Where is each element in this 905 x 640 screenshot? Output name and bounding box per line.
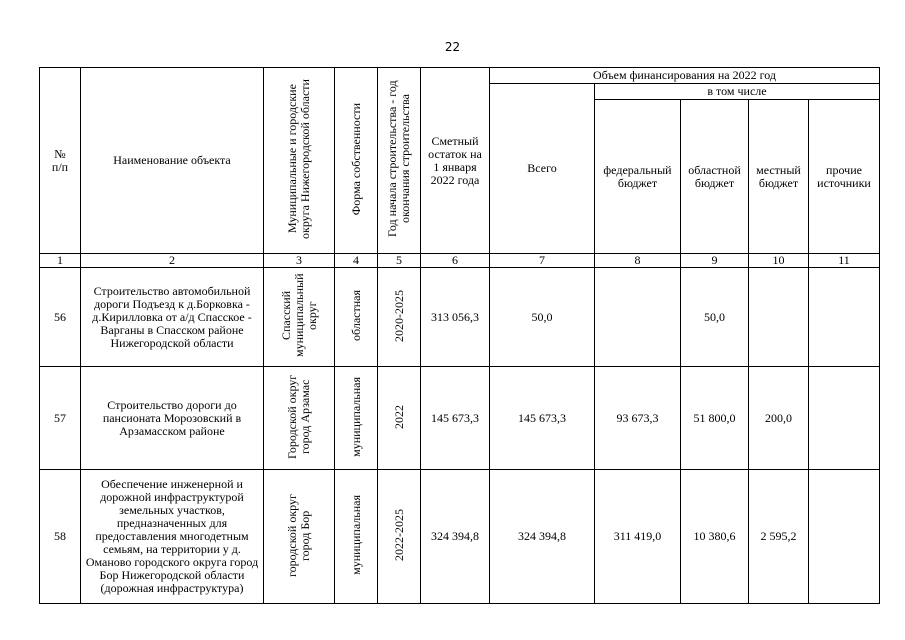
column-number: 11 — [809, 254, 880, 268]
federal-budget: 93 673,3 — [595, 367, 681, 470]
column-number: 4 — [335, 254, 378, 268]
other-sources — [809, 367, 880, 470]
total: 50,0 — [490, 268, 595, 367]
page-number: 22 — [444, 40, 461, 54]
regional-budget: 51 800,0 — [681, 367, 749, 470]
district-cell — [264, 470, 335, 604]
header-federal: федеральный бюджет — [595, 100, 681, 254]
estimate: 324 394,8 — [421, 470, 490, 604]
years: 2020-2025 — [391, 289, 406, 342]
column-number: 2 — [81, 254, 264, 268]
row-num: 56 — [40, 268, 81, 367]
regional-budget: 50,0 — [681, 268, 749, 367]
years-cell — [378, 367, 421, 470]
header-num: № п/п — [40, 68, 81, 254]
district-cell — [264, 268, 335, 367]
years-cell — [378, 470, 421, 604]
header-district: Муниципальные и городские округа Нижегородской области — [264, 68, 335, 254]
header-years: Год начала строительства - год окончания строительства — [378, 68, 421, 254]
total: 324 394,8 — [490, 470, 595, 604]
header-regional: областной бюджет — [681, 100, 749, 254]
federal-budget — [595, 268, 681, 367]
ownership: областная — [348, 290, 363, 341]
column-number: 6 — [421, 254, 490, 268]
ownership-cell — [335, 268, 378, 367]
header-name: Наименование объекта — [81, 68, 264, 254]
years: 2022 — [391, 404, 406, 429]
table-row — [40, 268, 880, 367]
row-num: 57 — [40, 367, 81, 470]
table-row — [40, 367, 880, 470]
column-number: 3 — [264, 254, 335, 268]
header-other: прочие источники — [809, 100, 880, 254]
district: городской округ город Бор — [285, 493, 312, 577]
estimate: 145 673,3 — [421, 367, 490, 470]
years: 2022-2025 — [391, 509, 406, 561]
column-number: 9 — [681, 254, 749, 268]
object-name: Строительство дороги до пансионата Морозовский в Арзамасском районе — [81, 367, 264, 470]
local-budget — [749, 268, 809, 367]
estimate: 313 056,3 — [421, 268, 490, 367]
total: 145 673,3 — [490, 367, 595, 470]
ownership-cell — [335, 470, 378, 604]
other-sources — [809, 470, 880, 604]
column-number: 10 — [749, 254, 809, 268]
local-budget: 2 595,2 — [749, 470, 809, 604]
financing-table — [39, 67, 880, 604]
column-number: 5 — [378, 254, 421, 268]
regional-budget: 10 380,6 — [681, 470, 749, 604]
federal-budget: 311 419,0 — [595, 470, 681, 604]
header-including-group: в том числе — [595, 84, 880, 100]
column-number: 8 — [595, 254, 681, 268]
ownership: муниципальная — [348, 376, 363, 457]
header-local: местный бюджет — [749, 100, 809, 254]
other-sources — [809, 268, 880, 367]
district-cell — [264, 367, 335, 470]
column-number: 1 — [40, 254, 81, 268]
district: Спасский муниципальный округ — [278, 273, 319, 358]
local-budget: 200,0 — [749, 367, 809, 470]
header-funding-group: Объем финансирования на 2022 год — [490, 68, 880, 84]
ownership: муниципальная — [348, 495, 363, 575]
header-total: Всего — [490, 84, 595, 254]
row-num: 58 — [40, 470, 81, 604]
header-ownership: Форма собственности — [335, 68, 378, 254]
column-number-row — [40, 254, 880, 268]
table-row — [40, 470, 880, 604]
years-cell — [378, 268, 421, 367]
object-name: Строительство автомобильной дороги Подъезд к д.Борковка - д.Кирилловка от а/д Спасское - Варганы в Спасском районе Нижегородской области — [81, 268, 264, 367]
object-name: Обеспечение инженерной и дорожной инфраструктурой земельных участков, предназначенных для предоставления многодетным семьям, на территории у д. Оманово городского округа город Бор Нижегородской области (дорожная инфраструктура) — [81, 470, 264, 604]
district: Городской округ город Арзамас — [285, 374, 312, 459]
ownership-cell — [335, 367, 378, 470]
header-estimate: Сметный остаток на 1 января 2022 года — [421, 68, 490, 254]
column-number: 7 — [490, 254, 595, 268]
